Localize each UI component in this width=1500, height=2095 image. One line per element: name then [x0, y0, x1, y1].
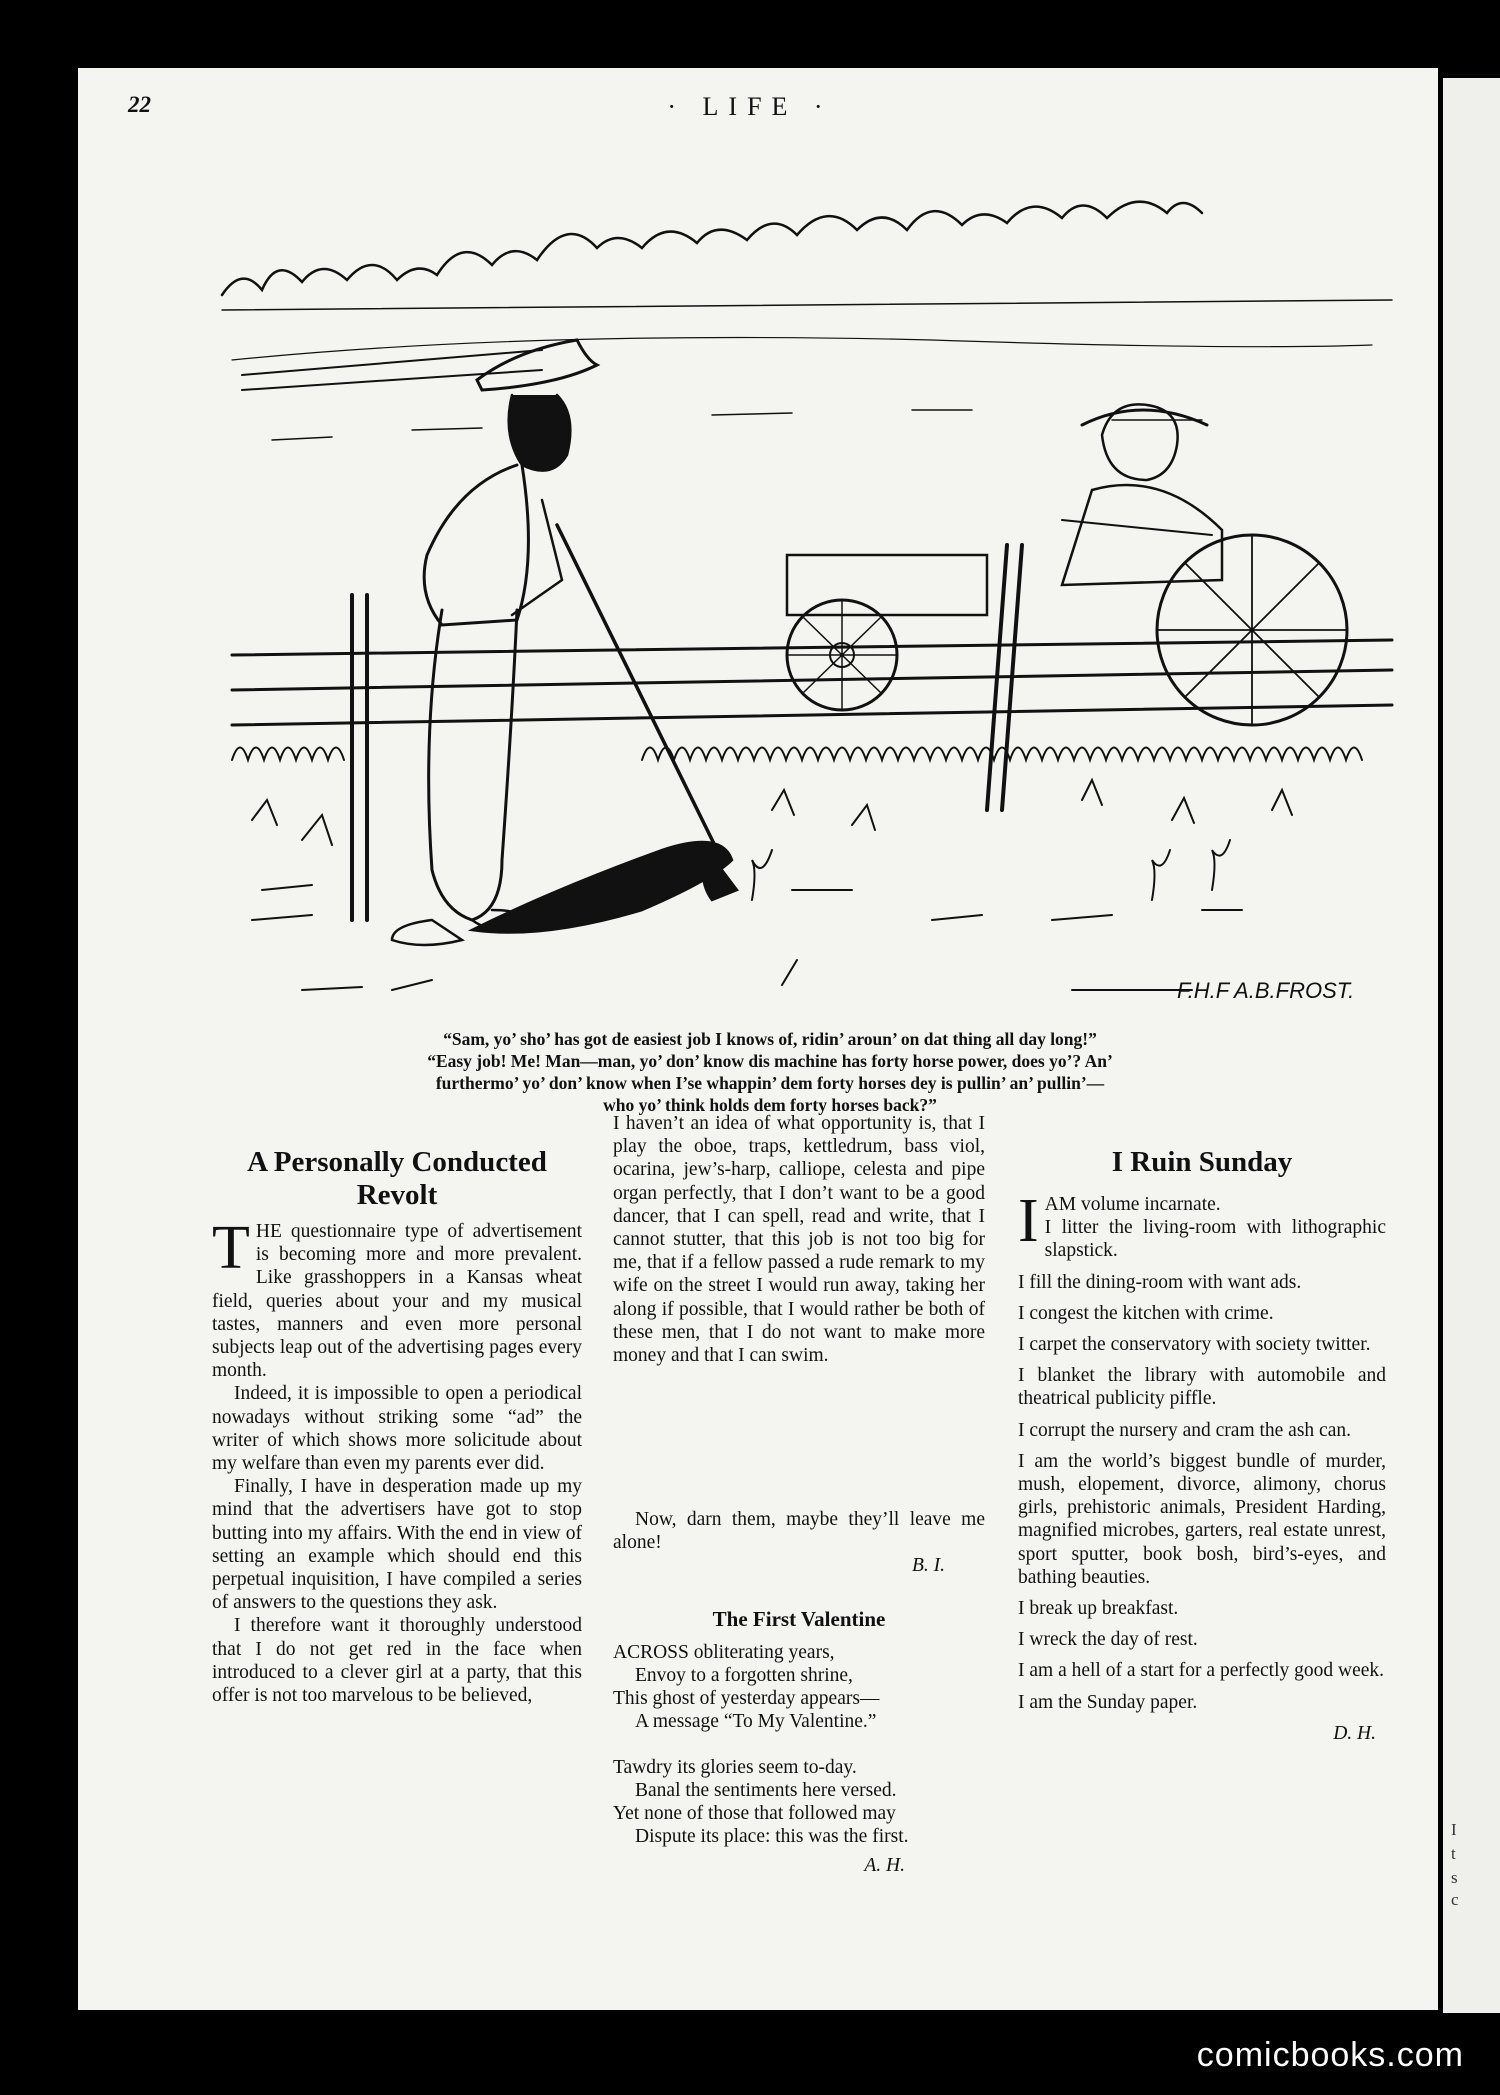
poem-line: This ghost of yesterday appears— — [613, 1688, 880, 1710]
paragraph: Indeed, it is impossible to open a periodical nowadays without striking some “ad” the writer of which shows more solicitude about my welfare than even my parents ever did. — [212, 1383, 582, 1475]
paragraph-continued: I haven’t an idea of what opportunity is, that I play the oboe, traps, kettledrum, bass viol, ocarina, jew’s-harp, calliope, celesta and pipe organ perfectly, that I don’t want to be a good dancer, that I can spell, read and write, that I cannot stutter, that this job is not too big for me, that if a fellow passed a rude remark to my wife on the street I would run away, taking her along if possible, that I would rather be both of these men, that I do not want to make more money and that I can swim. — [613, 1113, 985, 1367]
poem-line: Envoy to a forgotten shrine, — [635, 1665, 853, 1687]
magazine-title: · LIFE · — [667, 92, 833, 121]
line: I wreck the day of rest. — [1018, 1629, 1198, 1651]
cartoon-illustration — [212, 200, 1402, 1015]
line: AM volume incarnate. — [1044, 1194, 1221, 1215]
author-signature: B. I. — [911, 1555, 945, 1577]
poem-line: Dispute its place: this was the first. — [635, 1826, 909, 1848]
paragraph: I therefore want it thoroughly understood that I do not get red in the face when introduced to a clever girl at a party, that this offer is not too marvelous to be believed, — [212, 1615, 582, 1707]
line: I blanket the library with automobile and theatrical publicity piffle. — [1018, 1365, 1386, 1410]
poem-title: The First Valentine — [712, 1606, 886, 1631]
line: I carpet the conservatory with society twitter. — [1018, 1334, 1371, 1356]
paragraph: HE questionnaire type of advertisement is becoming more and more prevalent. Like grasshoppers in a Kansas wheat field, queries about your and my musical tastes, manners and even more personal subjects leap out of the advertising pages every month. — [212, 1221, 582, 1382]
line: I congest the kitchen with crime. — [1018, 1302, 1274, 1324]
line: I corrupt the nursery and cram the ash can. — [1018, 1419, 1351, 1441]
article-continuation — [613, 1112, 985, 1878]
paragraph: Finally, I have in desperation made up my mind that the advertisers have got to stop butting into my affairs. With the end in view of setting an example which should end this perpetual inquisition, I have compiled a series of answers to the questions they ask. — [212, 1476, 582, 1614]
line: I litter the living-room with lithographic slapstick. — [1044, 1217, 1386, 1262]
line: I am the Sunday paper. — [1018, 1691, 1198, 1713]
line: I am a hell of a start for a perfectly good week. — [1018, 1660, 1385, 1682]
cartoon-caption: “Sam, yo’ sho’ has got de easiest job I knows of, ridin’ aroun’ on dat thing all day long!” “Easy job! Me! Man—man, yo’ don’ know dis machine has forty horse power, does yo’? An’ furthermo’ yo’ don’ know when I’se whappin’ dem forty horses dey is pullin’ an’ pullin’— who yo’ think holds dem forty horses back?” — [427, 1029, 1113, 1115]
article-title: A Personally Conducted Revolt — [247, 1146, 547, 1211]
article-title: I Ruin Sunday — [1111, 1146, 1293, 1178]
drop-cap: T — [212, 1214, 250, 1282]
poem-line: ACROSS obliterating years, — [613, 1641, 835, 1663]
poem-line: Banal the sentiments here versed. — [635, 1779, 897, 1801]
line: I am the world’s biggest bundle of murder, mush, elopement, divorce, alimony, chorus girls, prehistoric animals, President Harding, magnified microbes, garters, real estate unrest, sport sputter, book bosh, bird’s-eyes, and bathing beauties. — [1018, 1450, 1386, 1588]
article-i-ruin-sunday — [1018, 1146, 1386, 1753]
article-personally-conducted-revolt — [212, 1146, 582, 1754]
watermark: comicbooks.com — [1196, 2036, 1464, 2074]
poem-body — [613, 1641, 985, 1849]
author-signature: D. H. — [1333, 1722, 1376, 1744]
artist-signature: F.H.F A.B.FROST. — [1177, 978, 1355, 1003]
line: I fill the dining-room with want ads. — [1018, 1271, 1302, 1293]
line: I break up breakfast. — [1018, 1598, 1179, 1620]
facing-page-edge: I t s c — [1443, 78, 1500, 2013]
poem-line: A message “To My Valentine.” — [635, 1711, 877, 1733]
paragraph: Now, darn them, maybe they’ll leave me alone! — [613, 1509, 985, 1554]
poem-signature: A. H. — [864, 1855, 905, 1877]
poem-line: Tawdry its glories seem to-day. — [613, 1756, 857, 1778]
drop-cap: I — [1018, 1187, 1039, 1255]
page-number: 22 — [128, 92, 151, 117]
poem-line: Yet none of those that followed may — [613, 1803, 896, 1825]
